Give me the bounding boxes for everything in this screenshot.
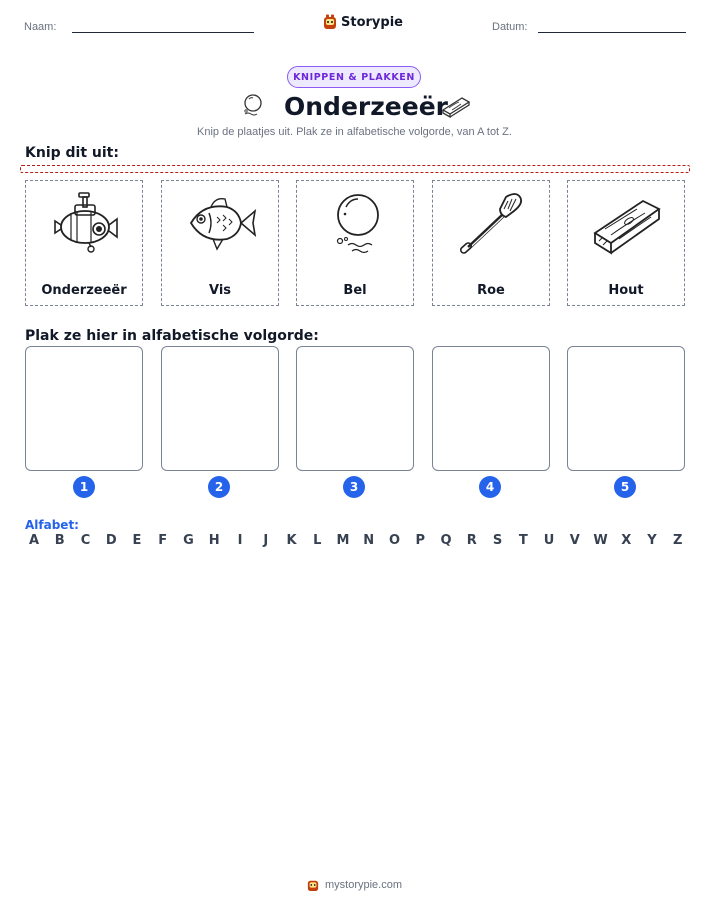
- cutout-card-bel[interactable]: [296, 180, 414, 306]
- alphabet-letter: C: [80, 533, 91, 548]
- footer: [0, 878, 709, 892]
- slot-number-4: 4: [479, 476, 501, 498]
- card-label: Bel: [343, 283, 367, 298]
- alphabet-letter: A: [28, 533, 40, 548]
- cutout-card-hout[interactable]: [567, 180, 685, 306]
- paste-slot-2[interactable]: [161, 346, 279, 471]
- alphabet-letter: D: [105, 533, 117, 548]
- paste-slot-1[interactable]: [25, 346, 143, 471]
- fish-icon: [183, 189, 259, 257]
- storypie-mascot-icon: [307, 878, 319, 892]
- slot-number-1: 1: [73, 476, 95, 498]
- bubble-icon: [318, 189, 394, 257]
- alphabet-letter: K: [286, 533, 297, 548]
- alphabet-letter: V: [569, 533, 580, 548]
- footer-url: mystorypie.com: [324, 879, 403, 891]
- name-line[interactable]: [72, 32, 254, 33]
- wood-plank-icon: [589, 189, 665, 257]
- oar-icon: [454, 189, 530, 257]
- paste-slot-4[interactable]: [432, 346, 550, 471]
- alphabet-letter: E: [132, 533, 142, 548]
- alphabet-letter: T: [518, 533, 528, 548]
- alphabet-row: [26, 533, 686, 548]
- alphabet-letter: H: [208, 533, 220, 548]
- card-label: Hout: [608, 283, 644, 298]
- slot-number-2: 2: [208, 476, 230, 498]
- alphabet-letter: L: [313, 533, 322, 548]
- name-label: Naam:: [24, 21, 57, 33]
- slot-number-3: 3: [343, 476, 365, 498]
- date-line[interactable]: [538, 32, 686, 33]
- alphabet-letter: W: [593, 533, 608, 548]
- alphabet-letter: G: [183, 533, 194, 548]
- cutout-card-onderzeeer[interactable]: [25, 180, 143, 306]
- card-label: Roe: [477, 283, 505, 298]
- alphabet-letter: P: [415, 533, 426, 548]
- instructions: Knip de plaatjes uit. Plak ze in alfabetische volgorde, van A tot Z.: [197, 126, 512, 138]
- alphabet-letter: Z: [673, 533, 683, 548]
- alphabet-letter: Y: [647, 533, 657, 548]
- activity-badge: KNIPPEN & PLAKKEN: [287, 66, 421, 88]
- paste-slot-3[interactable]: [296, 346, 414, 471]
- bubble-icon: [240, 93, 266, 119]
- alphabet-letter: Q: [440, 533, 452, 548]
- page-title: Onderzeeër: [284, 92, 448, 121]
- alphabet-letter: R: [466, 533, 477, 548]
- alphabet-letter: F: [158, 533, 168, 548]
- card-label: Onderzeeër: [41, 283, 127, 298]
- alphabet-letter: S: [492, 533, 503, 548]
- alphabet-letter: O: [388, 533, 401, 548]
- cut-heading: Knip dit uit:: [25, 145, 119, 161]
- wood-plank-icon: [440, 94, 472, 118]
- alphabet-letter: I: [237, 533, 243, 548]
- alphabet-letter: U: [543, 533, 555, 548]
- alphabet-letter: N: [363, 533, 375, 548]
- cutout-card-roe[interactable]: [432, 180, 550, 306]
- storypie-mascot-icon: [323, 14, 337, 30]
- alphabet-letter: M: [336, 533, 350, 548]
- alphabet-letter: B: [54, 533, 65, 548]
- paste-slot-5[interactable]: [567, 346, 685, 471]
- slot-number-5: 5: [614, 476, 636, 498]
- alphabet-letter: J: [263, 533, 269, 548]
- cutout-card-vis[interactable]: [161, 180, 279, 306]
- brand-logo: [323, 14, 403, 30]
- submarine-icon: [47, 189, 123, 257]
- card-label: Vis: [208, 283, 232, 298]
- brand-name: Storypie: [341, 14, 403, 30]
- paste-heading: Plak ze hier in alfabetische volgorde:: [25, 328, 319, 344]
- date-label: Datum:: [492, 21, 528, 33]
- alphabet-title: Alfabet:: [25, 518, 79, 532]
- alphabet-letter: X: [621, 533, 632, 548]
- cut-line[interactable]: [20, 165, 690, 173]
